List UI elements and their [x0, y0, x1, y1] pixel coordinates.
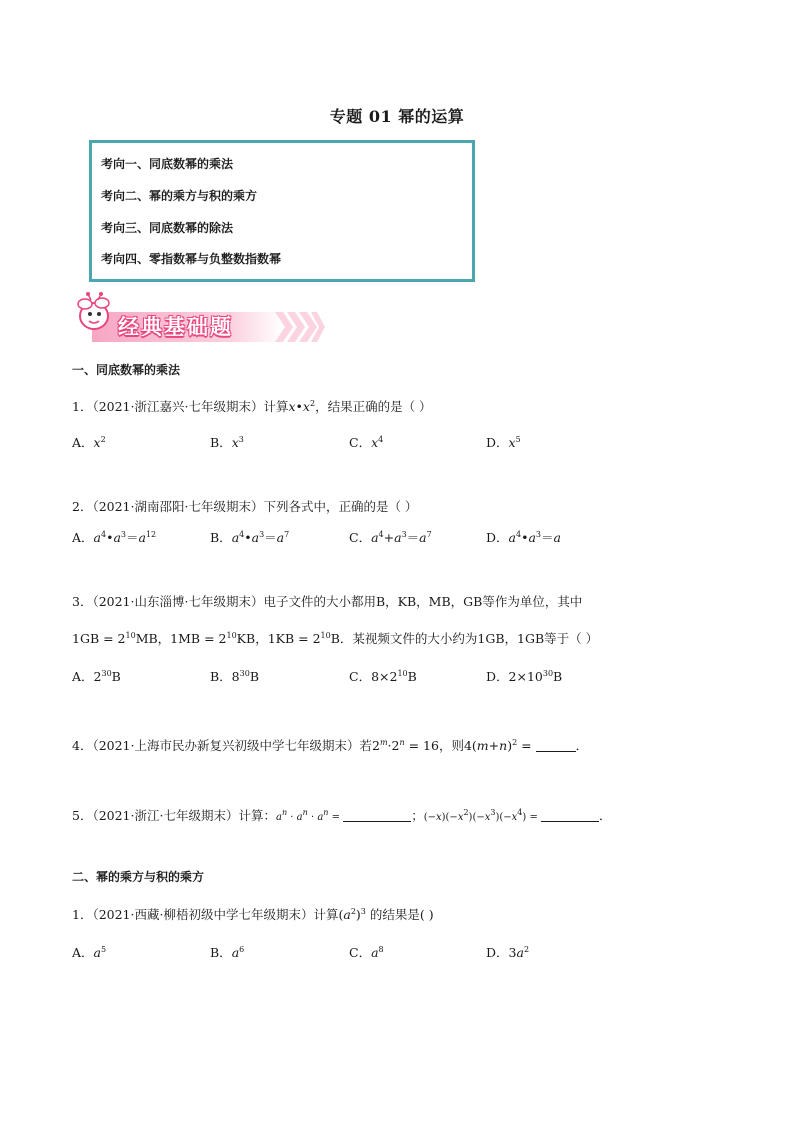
q1-option-c: C．$x^4$ — [349, 435, 384, 450]
question-1-tail: ，结果正确的是（ ） — [315, 399, 432, 414]
q6-option-b: B．$a^6$ — [210, 945, 245, 960]
section-heading-2: 二、幂的乘方与积的乘方 — [72, 870, 205, 884]
question-6-stem: 1．（2021·西藏·柳梧初级中学七年级期末）计算 — [72, 907, 339, 922]
question-2: 2．（2021·湖南邵阳·七年级期末）下列各式中，正确的是（ ） — [72, 499, 418, 514]
q2-option-b: B．$a^4•a^3=a^7$ — [210, 530, 290, 545]
q6-option-d: D．$3a^2$ — [486, 945, 530, 960]
toc-item-4: 考向四、零指数幂与负整数指数幂 — [101, 252, 282, 266]
section-heading-1: 一、同底数幂的乘法 — [72, 363, 181, 377]
q3-option-a: A．$2^{30}B$ — [72, 669, 121, 684]
question-1: 1．（2021·浙江嘉兴·七年级期末）计算$x•x^2$，结果正确的是（ ） — [72, 399, 432, 414]
question-4-stem: 4．（2021·上海市民办新复兴初级中学七年级期末）若 — [72, 738, 372, 753]
section-banner — [70, 292, 325, 348]
question-6: 1．（2021·西藏·柳梧初级中学七年级期末）计算$(a^2)^3$ 的结果是( ) — [72, 907, 434, 922]
answer-blank-2[interactable] — [541, 809, 599, 822]
question-3-line1: 3．（2021·山东淄博·七年级期末）电子文件的大小都用B，KB，MB，GB等作为单位，其中 — [72, 594, 583, 609]
q1-option-a: A．$x^2$ — [72, 435, 106, 450]
page-title: 专题 01 幂的运算 — [329, 107, 465, 126]
q6-option-a: A．$a^5$ — [72, 945, 107, 960]
q3-option-d: D．$2\times 10^{30}B$ — [486, 669, 563, 684]
question-5-stem: 5．（2021·浙江·七年级期末）计算： — [72, 808, 276, 823]
question-3-line2: $1GB = 2^{10}MB$，$1MB = 2^{10}KB$，$1KB = 2^{10}B$．某视频文件的大小约为1GB，1GB等于（ ） — [72, 631, 599, 646]
question-3-line2-tail: ．某视频文件的大小约为1GB，1GB等于（ ） — [339, 631, 599, 646]
toc-item-3: 考向三、同底数幂的除法 — [101, 221, 234, 235]
banner-title: 经典基础题 — [118, 315, 233, 339]
question-4: 4．（2021·上海市民办新复兴初级中学七年级期末）若$2^m\cdot 2^n = 16$，则$4(m+n)^2$ = ． — [72, 738, 589, 753]
question-6-tail: 的结果是( ) — [369, 907, 434, 922]
answer-blank[interactable] — [536, 739, 576, 752]
q3-option-b: B．$8^{30}B$ — [210, 669, 260, 684]
topic-outline-box — [89, 140, 475, 282]
q3-option-c: C．$8\times 2^{10}B$ — [349, 669, 417, 684]
q2-option-c: C．$a^4+a^3=a^7$ — [349, 530, 432, 545]
answer-blank-1[interactable] — [343, 809, 411, 822]
question-5: 5．（2021·浙江·七年级期末）计算：$a^n \cdot a^n \cdot a^n$ = ；$(-x)(-x^2)(-x^3)(-x^4)$ = ． — [72, 808, 612, 823]
toc-item-1: 考向一、同底数幂的乘法 — [101, 157, 234, 171]
q1-option-b: B．$x^3$ — [210, 435, 244, 450]
q1-option-d: D．$x^5$ — [486, 435, 521, 450]
q2-option-d: D．$a^4•a^3=a$ — [486, 530, 561, 545]
q2-option-a: A．$a^4•a^3=a^{12}$ — [72, 530, 157, 545]
bee-icon — [78, 292, 109, 329]
q6-option-c: C．$a^8$ — [349, 945, 384, 960]
toc-item-2: 考向二、幂的乘方与积的乘方 — [101, 189, 258, 203]
question-1-stem: 1．（2021·浙江嘉兴·七年级期末）计算 — [72, 399, 289, 414]
